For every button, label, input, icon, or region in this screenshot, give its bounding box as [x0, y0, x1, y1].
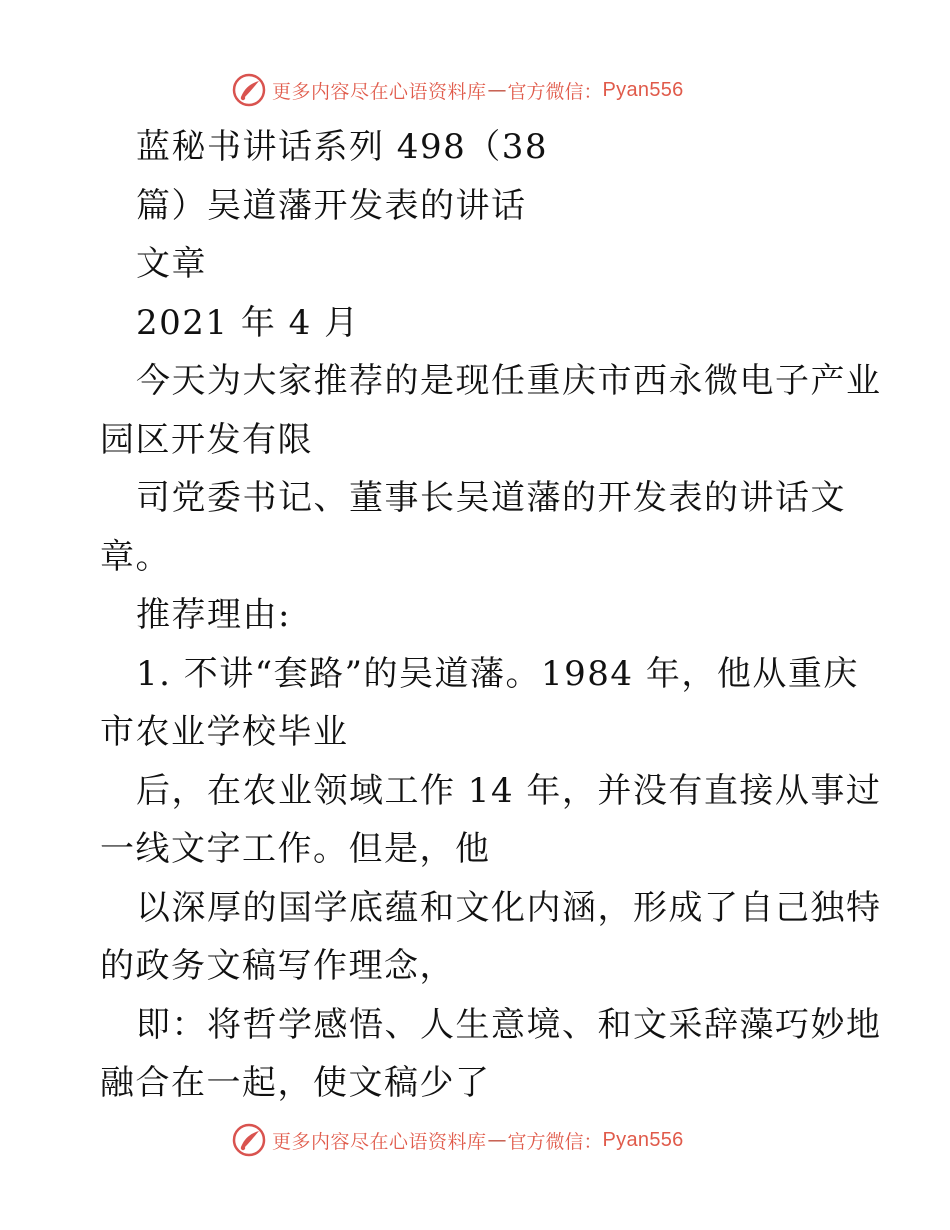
- text-line: 推荐理由:: [136, 595, 291, 635]
- text-line: 以深厚的国学底蕴和文化内涵，形成了自己独特: [136, 887, 882, 928]
- text-line: 2021 年 4 月: [136, 302, 360, 343]
- text-line: 章。: [100, 536, 171, 577]
- banner-dash: —: [487, 1129, 507, 1151]
- text-line: 市农业学校毕业: [100, 712, 349, 752]
- text-line: 今天为大家推荐的是现任重庆市西永微电子产业: [136, 361, 882, 401]
- text-line: 1. 不讲“套路”的吴道藩。1984 年，他从重庆: [136, 653, 859, 694]
- banner-slogan: 更多内容尽在心语资料库: [272, 1130, 487, 1153]
- text-line: 融合在一起，使文稿少了: [100, 1063, 491, 1103]
- banner-wechat-id: Pyan556: [602, 78, 684, 101]
- header-banner: [232, 70, 684, 110]
- text-line: 篇）吴道藩开发表的讲话: [136, 185, 527, 226]
- footer-banner: [232, 1120, 684, 1160]
- brush-logo-icon: [232, 1123, 266, 1157]
- text-line: 后，在农业领域工作 14 年，并没有直接从事过: [136, 770, 882, 811]
- text-line: 即：将哲学感悟、人生意境、和文采辞藻巧妙地: [136, 1004, 882, 1045]
- banner-dash: —: [487, 79, 507, 101]
- text-line: 一线文字工作。但是，他: [100, 829, 491, 869]
- banner-slogan: 更多内容尽在心语资料库: [272, 80, 487, 103]
- banner-wechat-label: 官方微信：: [507, 1130, 603, 1153]
- brush-logo-icon: [232, 73, 266, 107]
- text-line: 蓝秘书讲话系列 498（38: [136, 127, 548, 167]
- text-line: 的政务文稿写作理念，: [100, 946, 455, 986]
- banner-wechat-label: 官方微信：: [507, 80, 603, 103]
- text-line: 文章: [136, 244, 207, 284]
- body-text: [100, 118, 882, 1113]
- text-line: 园区开发有限: [100, 419, 313, 460]
- banner-wechat-id: Pyan556: [602, 1128, 684, 1151]
- text-line: 司党委书记、董事长吴道藩的开发表的讲话文: [136, 478, 846, 518]
